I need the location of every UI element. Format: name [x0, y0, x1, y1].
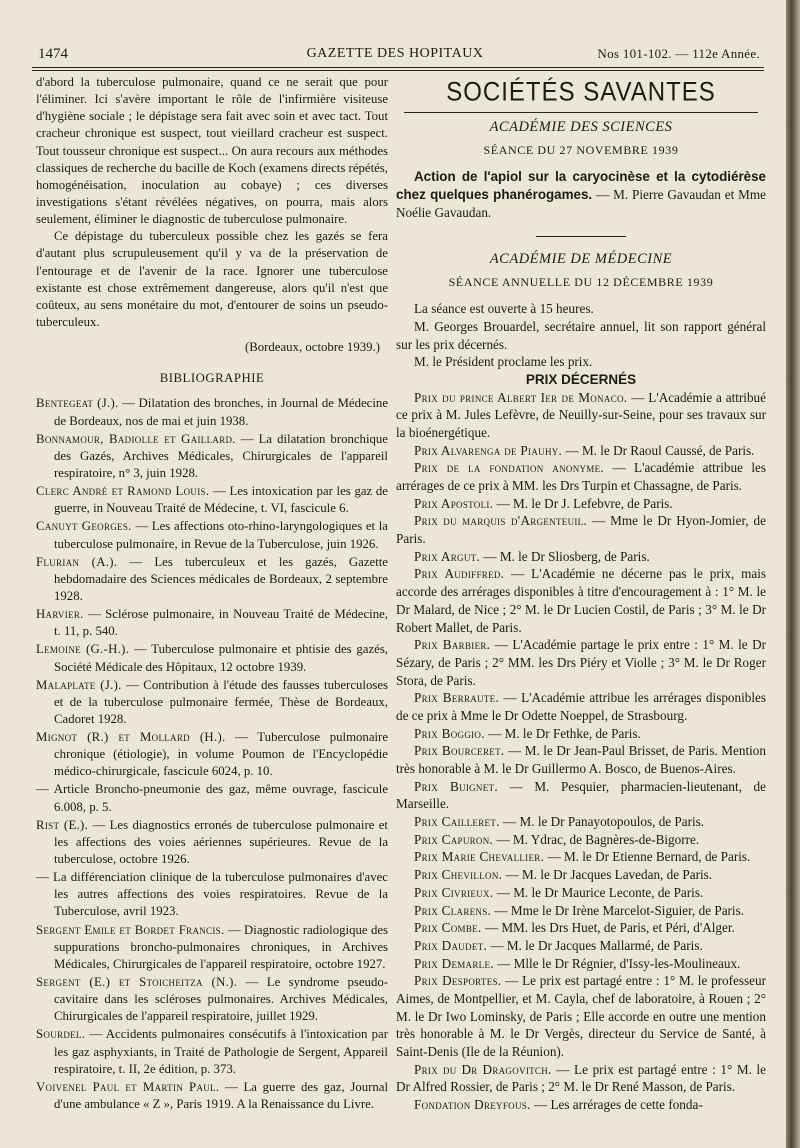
article-title: Action de l'apiol sur la caryocinèse et la cytodiérèse chez quelques phanérogames.	[396, 169, 766, 203]
page-number: 1474	[38, 46, 68, 62]
prize-text: — M. le Dr Jean-Paul Brisset, de Paris. Mention très honorable à M. le Dr Guillermo A. Bosco, de Buenos-Aires.	[396, 743, 766, 776]
reference-author: Malaplate (J.).	[36, 677, 122, 692]
prize-entry	[396, 1061, 766, 1096]
prize-name: Prix Desportes.	[414, 973, 502, 989]
reference-text: — Les intoxication par les gaz de guerre, in Nouveau Traité de Médecine, t. VI, fascicule 6.	[54, 484, 388, 516]
reference-author: Bonnamour, Badiolle et Gaillard.	[36, 431, 236, 446]
prize-name: Prix Combe.	[414, 920, 482, 936]
reference-author: Sourdel.	[36, 1027, 86, 1042]
article-paragraph: d'abord la tuberculose pulmonaire, quand ce ne serait que pour l'éliminer. Ici s'avère important le rôle de l'infirmière visiteuse d'hygiène sociale ; le dépistage sera fait avec soin et avec tact. Tout cracheur chronique est suspect, tout vieillard cracheur est suspect. Tout tousseur chronique est suspect... On aura recours aux méthodes classiques de recherche du bacille de Koch (examens directs répétés, homogénéisation, inoculation au cobaye) ; ces diverses investigations s'étant révélées négatives, on pourra, mais alors seulement, éliminer le diagnostic de tuberculose pulmonaire.	[36, 75, 388, 227]
bibliography-entry	[36, 1079, 388, 1113]
prize-entry	[396, 389, 766, 442]
prize-text: — Mme le Dr Irène Marcelot-Siguier, de Paris.	[491, 902, 745, 918]
prize-name: Prix Marie Chevallier.	[414, 849, 545, 865]
bibliography-entry	[36, 677, 388, 728]
page-edge	[786, 0, 800, 1148]
prize-name: Prix Buignet.	[414, 778, 498, 794]
reference-text: — Les diagnostics erronés de tuberculose pulmonaire et les affections des voies aériennes supérieures. Revue de la tuberculose, octobre 1926.	[54, 817, 388, 867]
reference-author: Voivenel Paul et Martin Paul.	[36, 1079, 220, 1094]
prize-text: — M. le Dr Jacques Mallarmé, de Paris.	[487, 937, 703, 953]
bibliography-entry	[36, 395, 388, 429]
prize-entry	[396, 884, 766, 902]
prize-entry	[396, 512, 766, 547]
reference-author: Sergent Emile et Bordet Francis.	[36, 922, 225, 937]
right-column	[396, 74, 766, 1114]
prize-name: Prix Chevillon.	[414, 867, 503, 883]
prize-text: — L'Académie attribue les arrérages disponibles de ce prix à Mme le Dr Odette Noeppel, de Strasbourg.	[396, 690, 767, 723]
bibliography-entry	[36, 518, 388, 552]
prize-text: — M. le Dr Fethke, de Paris.	[484, 725, 641, 741]
prize-text: — M. Pesquier, pharmacien-lieutenant, de Marseille.	[396, 778, 766, 812]
prize-name: Prix Demarle.	[414, 955, 494, 971]
reference-author: Rist (E.).	[36, 817, 89, 832]
bibliography-entry	[36, 606, 388, 640]
reference-author: Lemoine (G.-H.).	[36, 642, 130, 657]
section-rule	[404, 112, 758, 113]
reference-text: — Diagnostic radiologique des suppurations broncho-pulmonaires chroniques, in Archives Médicales, Chirurgicales de l'appareil respiratoire, octobre 1927.	[54, 922, 388, 971]
prize-entry	[396, 495, 766, 513]
reference-author: Mignot (R.) et Mollard (H.).	[36, 730, 226, 745]
prize-entry	[396, 955, 766, 973]
prize-entry	[396, 919, 766, 937]
prize-text: — L'Académie partage le prix entre : 1° M. le Dr Sézary, de Paris ; 2° MM. les Drs Piéry et Violle ; 3° M. le Dr Roger Stora, de Paris.	[396, 637, 766, 688]
header-rule	[32, 67, 764, 68]
prize-entry	[396, 442, 766, 460]
prize-text: — Mme le Dr Hyon-Jomier, de Paris.	[396, 513, 766, 547]
prize-entry	[396, 778, 766, 813]
prize-name: Prix Clarens.	[414, 902, 492, 918]
academy-name: ACADÉMIE DE MÉDECINE	[489, 250, 673, 267]
reference-text: — Les tuberculeux et les gazés, Gazette hebdomadaire des Sciences médicales de Bordeaux, 2 septembre 1928.	[54, 554, 388, 603]
prize-entry	[396, 866, 766, 884]
prize-text: — M. le Dr Jacques Lavedan, de Paris.	[502, 867, 713, 883]
bibliography-entry	[36, 431, 388, 482]
prize-text: — L'académie attribue les arrérages de ce prix à MM. les Drs Turpin et Chassagne, de Paris.	[396, 460, 766, 493]
prize-name: Prix du Dr Dragovitch.	[414, 1061, 552, 1077]
prize-name: Prix du prince Albert Ier de Monaco.	[414, 389, 628, 405]
reference-author: Flurian (A.).	[36, 554, 118, 569]
prize-text: — M. le Dr Raoul Caussé, de Paris.	[562, 442, 755, 458]
reference-text: — Accidents pulmonaires consécutifs à l'intoxication par les gaz asphyxiants, in Traité de Pathologie de Sergent, Appareil respiratoire, t. II, 2e édition, p. 373.	[54, 1027, 388, 1076]
seance-date: SÉANCE ANNUELLE DU 12 DÉCEMBRE 1939	[448, 275, 714, 290]
reference-text: — Le syndrome pseudo-cavitaire dans les scléroses pulmonaires. Archives Médicales, Chirurgicales de l'appareil respiratoire, juillet 1929.	[54, 975, 388, 1024]
bibliography-entry	[36, 641, 388, 675]
reference-text: — La guerre des gaz, Journal d'une ambulance « Z », Paris 1919. A la Renaissance du Livre.	[54, 1079, 389, 1112]
article-paragraph: Ce dépistage du tuberculeux possible chez les gazés se fera d'autant plus scrupuleusement qu'il y va de la préservation de l'entourage et de l'avenir de la race. Ignorer une tuberculose existante est chose extrêmement dangereuse, alors qu'il n'est que coûteux, au sens monétaire du mot, d'entourer de soins un pseudo-tuberculeux.	[36, 229, 388, 329]
prize-name: Prix Berraute.	[414, 690, 500, 706]
article-signature: (Bordeaux, octobre 1939.)	[244, 340, 380, 355]
prize-text: — M. le Dr Maurice Leconte, de Paris.	[493, 884, 704, 900]
opening-line: M. le Président proclame les prix.	[414, 354, 593, 370]
prize-name: Prix Civrieux.	[414, 884, 494, 900]
reference-text: — Tuberculose pulmonaire et phtisie des gazés, Société Médicale des Hôpitaux, 12 octobre 1939.	[54, 642, 388, 674]
prize-text: — M. le Dr Panayotopoulos, de Paris.	[499, 814, 705, 830]
reference-text: — Sclérose pulmonaire, in Nouveau Traité de Médecine, t. 11, p. 540.	[54, 607, 388, 639]
bibliography-entry	[36, 922, 388, 973]
prize-name: Prix Bourceret.	[414, 743, 505, 759]
opening-line: M. Georges Brouardel, secrétaire annuel, lit son rapport général sur les prix décernés.	[396, 318, 766, 352]
header-rule-2	[32, 70, 764, 71]
reference-text: — Les affections oto-rhino-laryngologiques et la tuberculose pulmonaire, in Revue de la Tuberculose, juin 1926.	[54, 519, 388, 551]
prize-entry	[396, 742, 766, 777]
reference-text: — La dilatation bronchique des Gazés, Archives Médicales, Chirurgicales de l'appareil respiratoire, n° 3, juin 1928.	[54, 431, 388, 480]
reference-text: — Contribution à l'étude des fausses tuberculoses et de la tuberculose pulmonaire fermée, Thèse de Bordeaux, Cadoret 1928.	[54, 677, 388, 726]
prize-name: Prix du marquis d'Argenteuil.	[414, 513, 588, 529]
reference-author: Harvier.	[36, 607, 84, 622]
prize-entry	[396, 636, 766, 689]
bibliography-list	[36, 395, 388, 1113]
reference-author: Clerc André et Ramond Louis.	[36, 484, 210, 499]
bibliography-entry	[36, 483, 388, 517]
prize-name: Prix Barbier.	[414, 637, 491, 653]
prize-text: — Le prix est partagé entre : 1° M. le Dr Alfred Rossier, de Paris ; 2° M. le Dr René Masson, de Paris.	[396, 1061, 766, 1095]
page-header	[30, 46, 760, 66]
prize-text: — MM. les Drs Huet, de Paris, et Péri, d'Alger.	[481, 920, 735, 936]
bibliography-heading: BIBLIOGRAPHIE	[159, 371, 265, 386]
prize-name: Prix Argut.	[414, 548, 481, 564]
prize-entry	[396, 831, 766, 849]
prize-text: — M. le Dr Etienne Bernard, de Paris.	[544, 849, 751, 865]
prize-name: Prix Boggio.	[414, 725, 485, 741]
prize-entry	[396, 972, 766, 1060]
prize-name: Prix Daudet.	[414, 937, 488, 953]
prize-text: — Le prix est partagé entre : 1° M. le professeur Aimes, de Montpellier, et M. Cayla, chef de laboratoire, à Rouen ; 2° M. le Dr Iwo Lominsky, de Paris ; Elle accorde en outre une mention très honorable à M. le Dr Vergès, directeur du Service de Santé, à Saint-Denis (Ile de la Réunion).	[396, 973, 767, 1059]
reference-text: — Article Broncho-pneumonie des gaz, même ouvrage, fascicule 6.008, p. 5.	[36, 782, 388, 814]
prize-entry	[396, 689, 766, 724]
divider	[536, 236, 626, 237]
bibliography-entry	[36, 869, 388, 920]
prize-text: — M. le Dr J. Lefebvre, de Paris.	[493, 495, 673, 511]
prize-entry	[396, 548, 766, 566]
prize-entry	[396, 459, 766, 494]
prize-name: Prix Alvarenga de Piauhy.	[414, 442, 563, 458]
academy-name: ACADÉMIE DES SCIENCES	[489, 118, 673, 135]
bibliography-entry	[36, 554, 388, 605]
prize-name: Fondation Dreyfous.	[414, 1097, 531, 1113]
opening-line: La séance est ouverte à 15 heures.	[414, 301, 594, 317]
prize-text: — M. le Dr Sliosberg, de Paris.	[480, 548, 650, 564]
prize-text: — Les arrérages de cette fonda-	[530, 1097, 703, 1113]
prizes-heading: PRIX DÉCERNÉS	[525, 371, 637, 387]
bibliography-entry	[36, 729, 388, 780]
seance-date: SÉANCE DU 27 NOVEMBRE 1939	[483, 143, 679, 158]
article-authors: — M. Pierre Gavaudan et Mme Noélie Gavaudan.	[396, 187, 766, 221]
bibliography-entry	[36, 974, 388, 1025]
prize-name: Prix Apostoli.	[414, 495, 494, 511]
prize-entry	[396, 813, 766, 831]
reference-text: — Dilatation des bronches, in Journal de Médecine de Bordeaux, nos de mai et juin 1938.	[54, 396, 388, 428]
prize-entry	[396, 565, 766, 636]
prize-name: Prix de la fondation anonyme.	[414, 460, 604, 476]
reference-author: Sergent (E.) et Stoicheitza (N.).	[36, 975, 238, 990]
reference-author: Canuyt Georges.	[36, 519, 132, 534]
prize-entry	[396, 725, 766, 743]
reference-text: — Tuberculose pulmonaire chronique (étiologie), in volume Poumon de l'Encyclopédie médico-chirurgicale, fascicule 6024, p. 10.	[54, 730, 388, 779]
prize-text: — L'Académie a attribué ce prix à M. Jules Lefèvre, de Neuilly-sur-Seine, pour ses travaux sur la bioénergétique.	[396, 389, 767, 440]
prize-name: Prix Cailleret.	[414, 814, 500, 830]
reference-text: — La différenciation clinique de la tuberculose pulmonaires d'avec les autres affections des voies respiratoires. Revue de la Tuberculose, avril 1923.	[36, 870, 388, 919]
prize-entry	[396, 937, 766, 955]
bibliography-entry	[36, 1026, 388, 1077]
prize-text: — Mlle le Dr Régnier, d'Issy-les-Moulineaux.	[493, 955, 741, 971]
prize-name: Prix Audiffred.	[414, 566, 505, 582]
prize-entry	[396, 1096, 766, 1114]
prize-text: — M. Ydrac, de Bagnères-de-Bigorre.	[493, 831, 700, 847]
prize-entry	[396, 902, 766, 920]
section-title: SOCIÉTÉS SAVANTES	[446, 77, 716, 108]
issue-number: Nos 101-102. — 112e Année.	[597, 46, 760, 61]
bibliography-entry	[36, 781, 388, 815]
prize-entry	[396, 848, 766, 866]
left-column	[36, 74, 388, 1114]
prize-text: — L'Académie ne décerne pas le prix, mais accorde des arrérages disponibles à titre d'encouragement à : 1° M. le Dr Malard, de Nice ; 2° M. le Dr Lucien Costil, de Paris ; 3° M. le Dr Robert Mallet, de Paris.	[396, 566, 767, 635]
prizes-list	[396, 389, 766, 1114]
prize-name: Prix Capuron.	[414, 831, 494, 847]
bibliography-entry	[36, 817, 388, 868]
journal-title: GAZETTE DES HOPITAUX	[306, 46, 484, 61]
reference-author: Bentegeat (J.).	[36, 396, 119, 411]
